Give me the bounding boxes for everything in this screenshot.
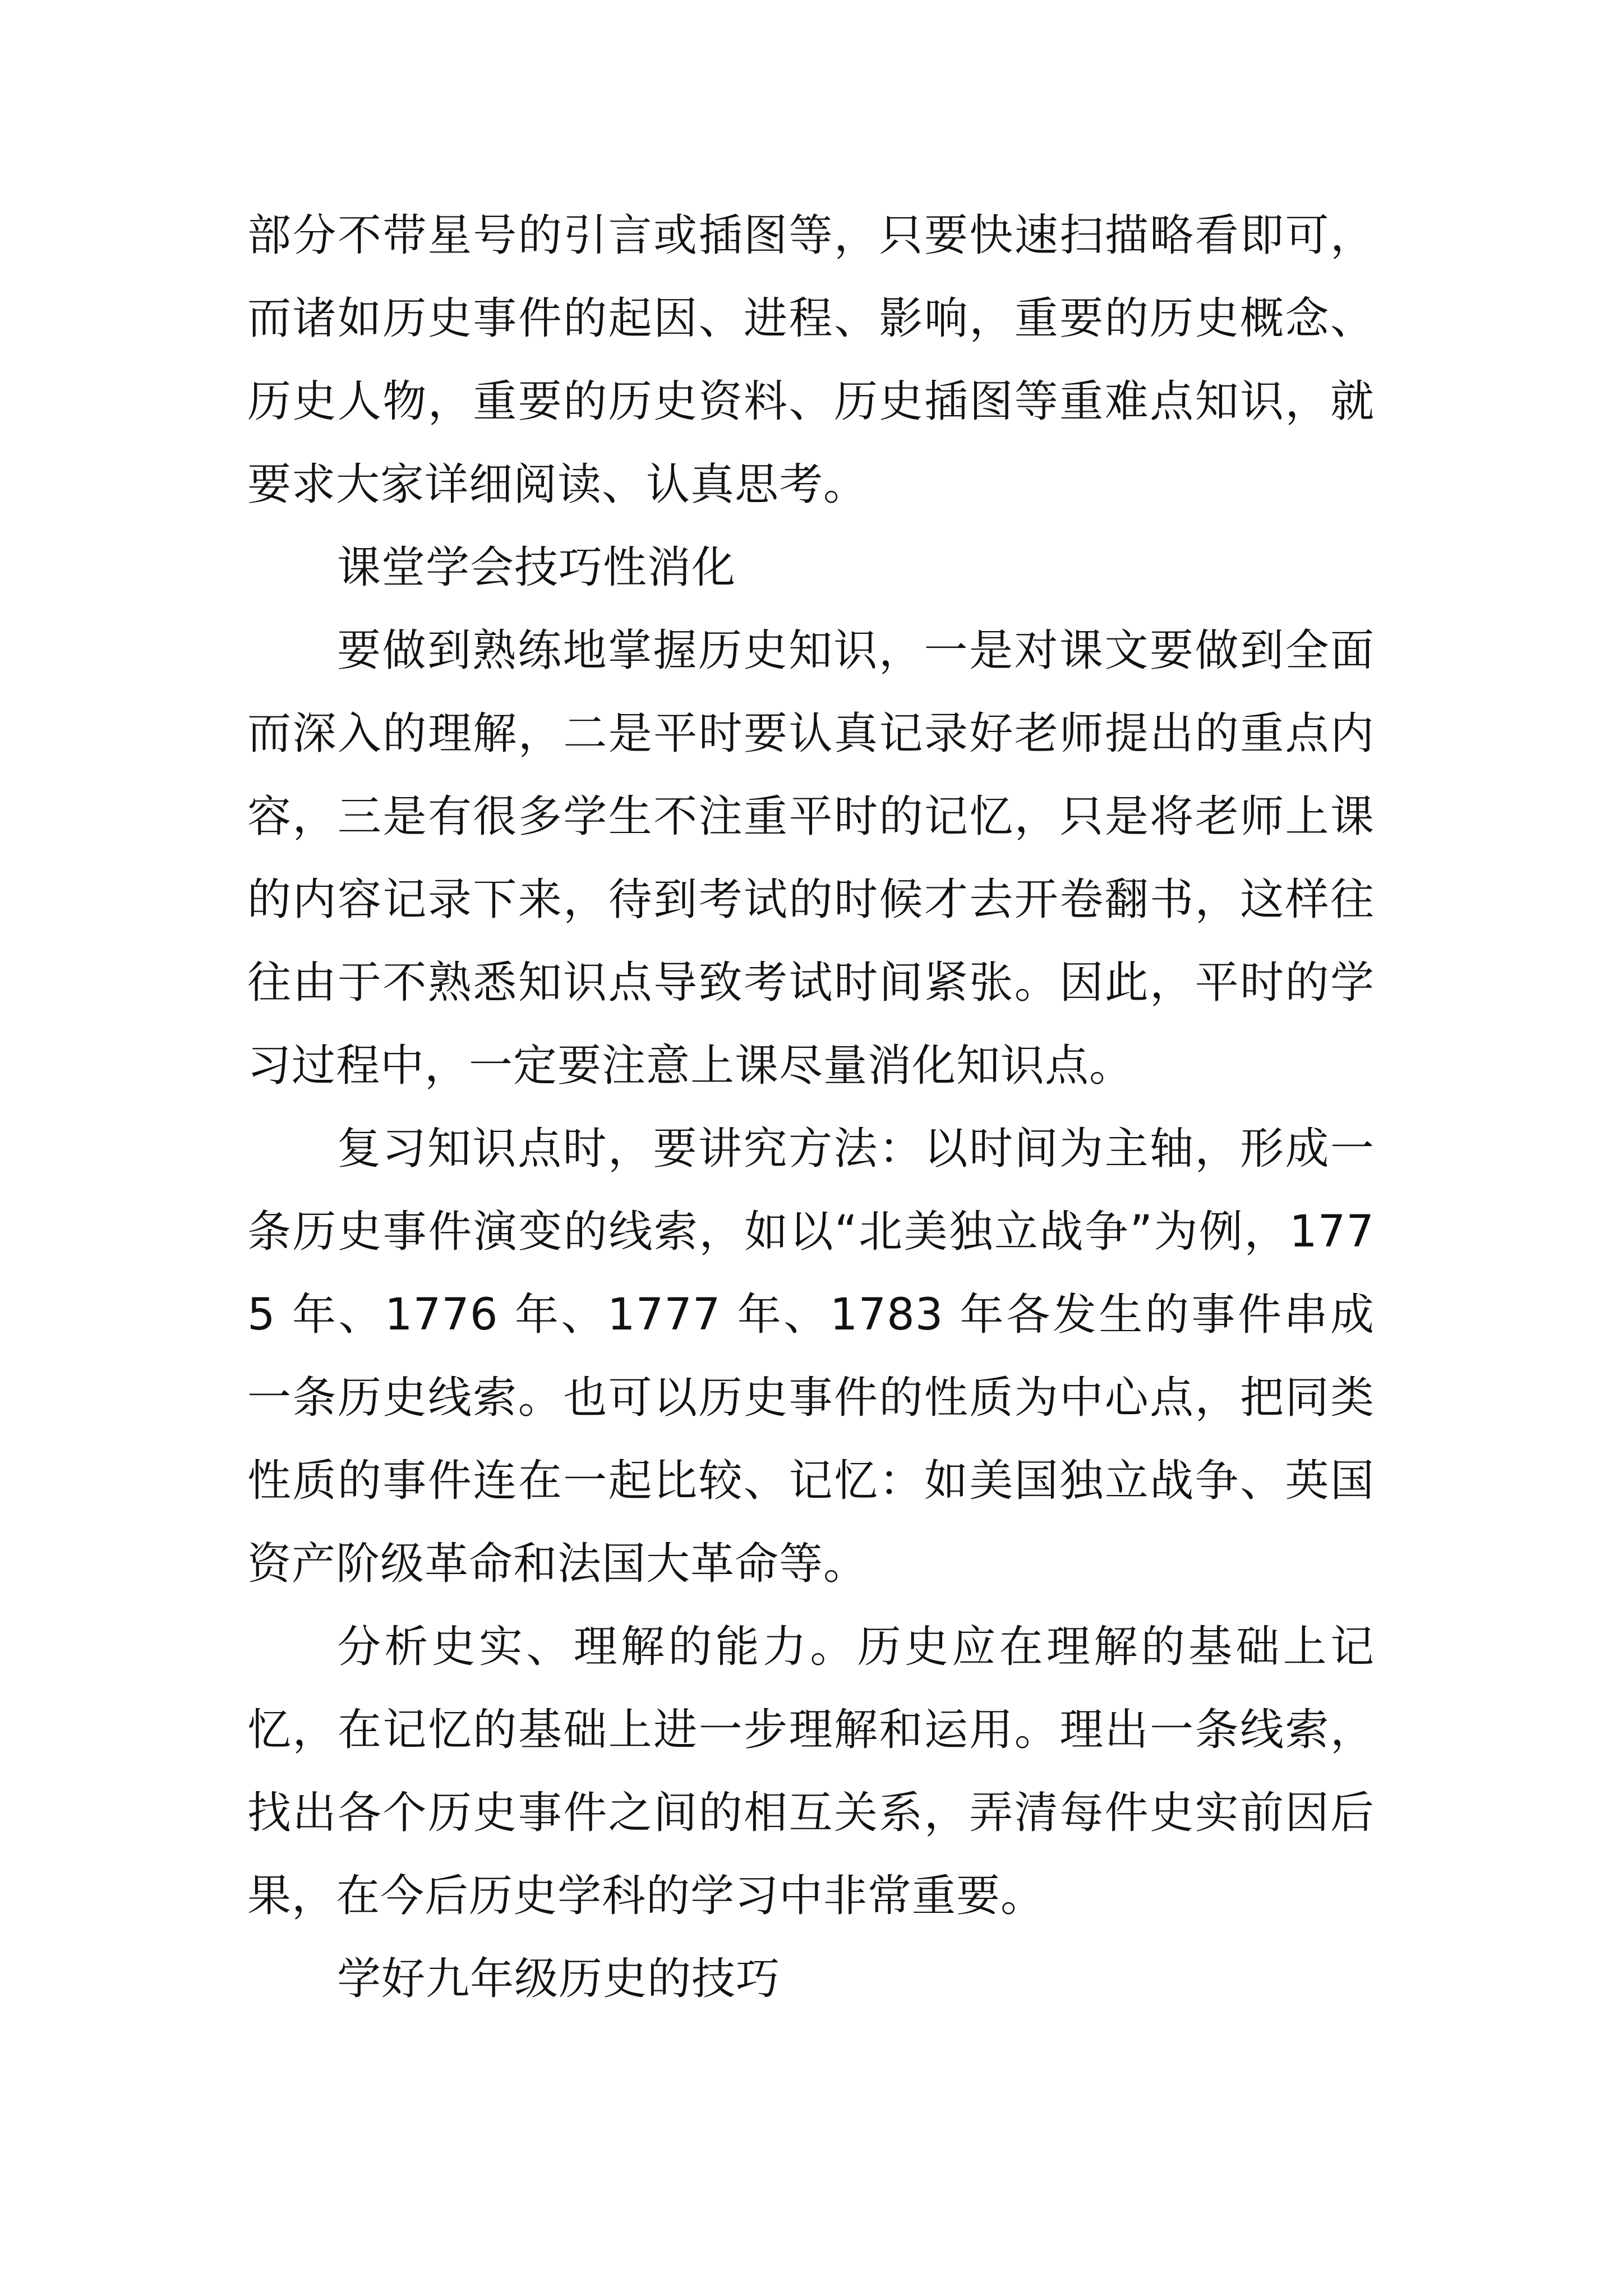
paragraph-analysis-ability: 分析史实、理解的能力。历史应在理解的基础上记忆，在记忆的基础上进一步理解和运用。理出一条线索，找出各个历史事件之间的相互关系，弄清每件史实前因后果，在今后历史学科的学习中非常重要。 <box>247 1622 1375 1921</box>
section-heading-classroom-digestion: 课堂学会技巧性消化 <box>337 542 736 593</box>
paragraph-continuation: 部分不带星号的引言或插图等，只要快速扫描略看即可，而诸如历史事件的起因、进程、影响，重要的历史概念、历史人物，重要的历史资料、历史插图等重难点知识，就要求大家详细阅读、认真思考。 <box>247 210 1375 510</box>
paragraph-mastery: 要做到熟练地掌握历史知识，一是对课文要做到全面而深入的理解，二是平时要认真记录好老师提出的重点内容，三是有很多学生不注重平时的记忆，只是将老师上课的内容记录下来，待到考试的时候才去开卷翻书，这样往往由于不熟悉知识点导致考试时间紧张。因此，平时的学习过程中，一定要注意上课尽量消化知识点。 <box>247 625 1375 1091</box>
document-body <box>247 194 1375 2021</box>
section-heading-grade9-tips: 学好九年级历史的技巧 <box>337 1954 781 2004</box>
paragraph-review-method: 复习知识点时，要讲究方法：以时间为主轴，形成一条历史事件演变的线索，如以“北美独立战争”为例，1775 年、1776 年、1777 年、1783 年各发生的事件串成一条历史线索。也可以历史事件的性质为中心点，把同类性质的事件连在一起比较、记忆：如美国独立战争、英国资产阶级革命和法国大革命等。 <box>247 1124 1375 1589</box>
